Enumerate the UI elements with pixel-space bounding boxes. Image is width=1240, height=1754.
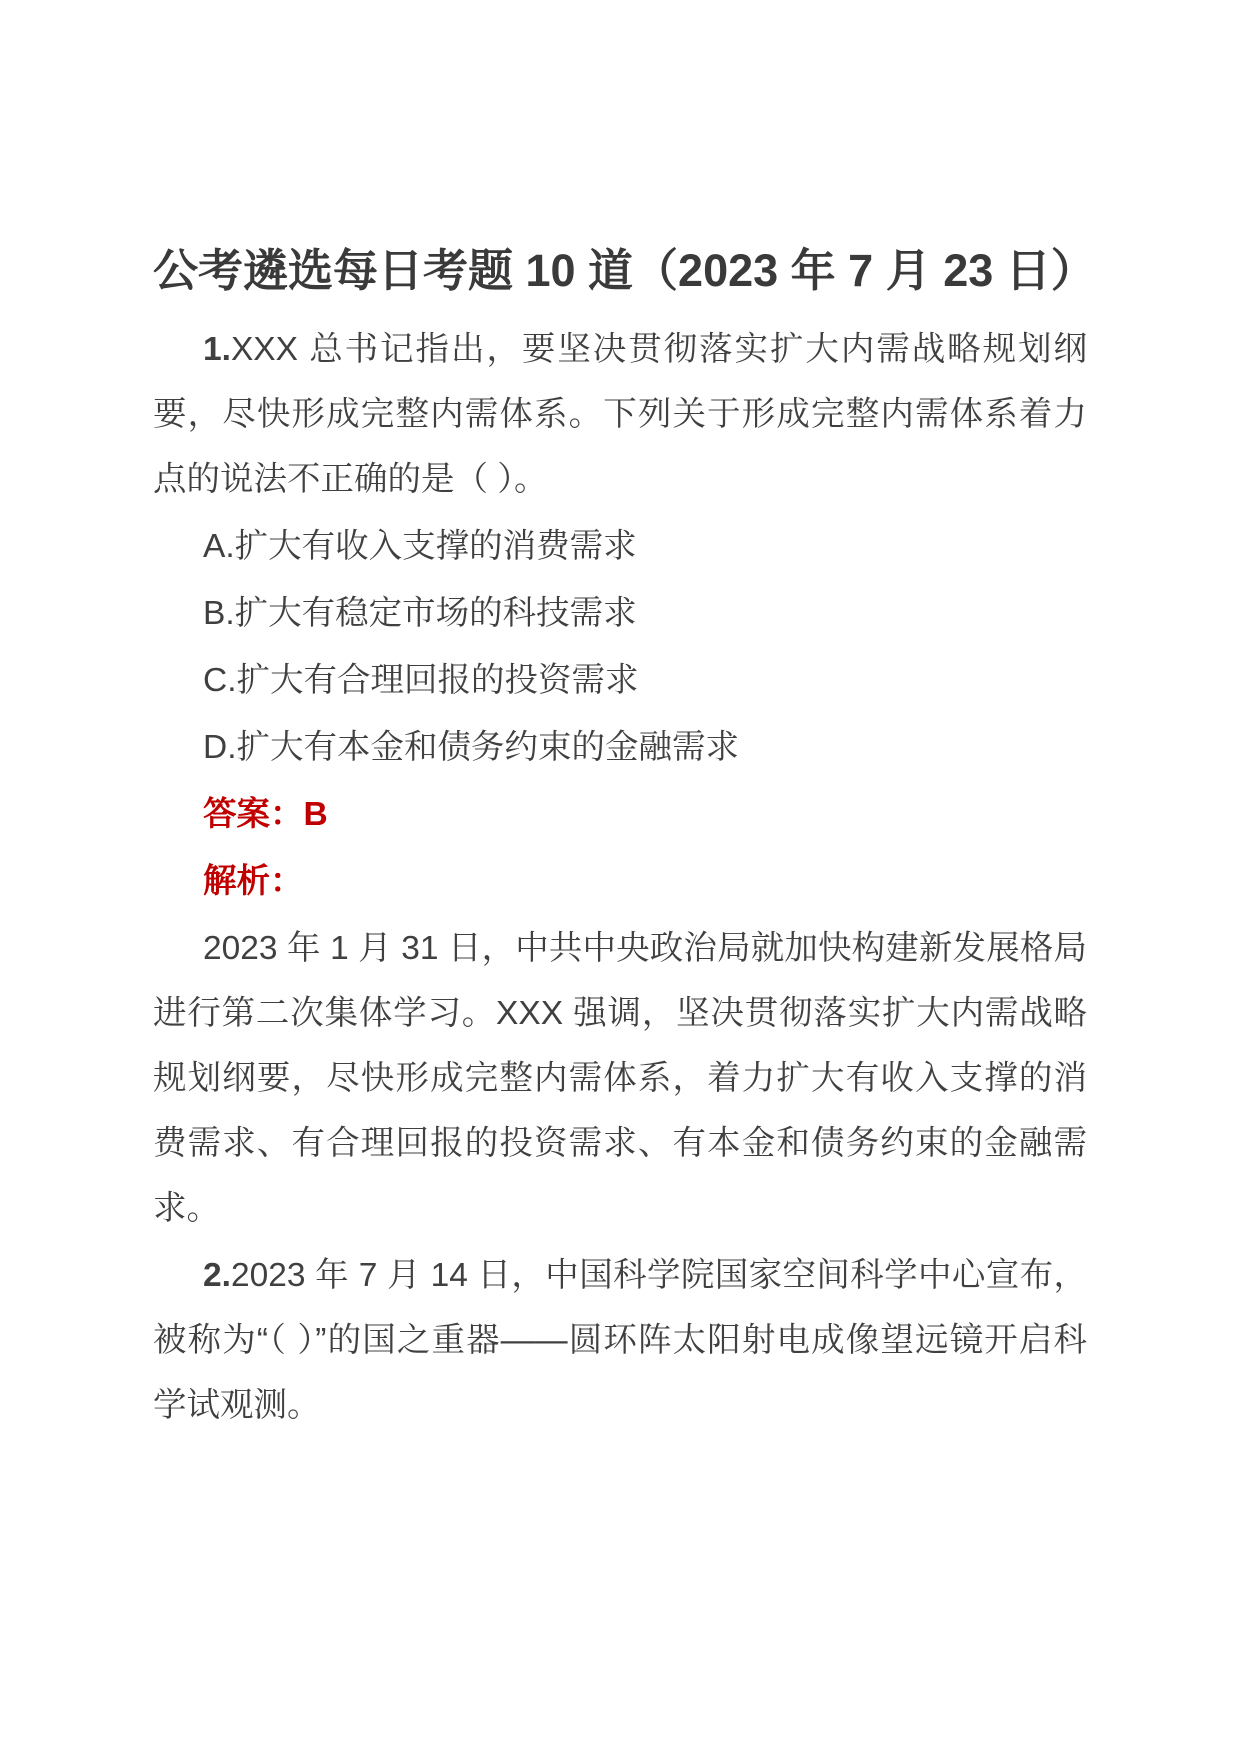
question-text: 2023 年 7 月 14 日，中国科学院国家空间科学中心宣布，被称为“（ ）”的国之重器——圆环阵太阳射电成像望远镜开启科学试观测。 [153, 1257, 1087, 1424]
document-title: 公考遴选每日考题 10 道（2023 年 7 月 23 日） [153, 245, 1096, 296]
question-stem [153, 1243, 1087, 1438]
option-d: D.扩大有本金和债务约束的金融需求 [203, 729, 739, 766]
option-c: C.扩大有合理回报的投资需求 [203, 662, 639, 699]
answer-value: B [303, 796, 328, 833]
question-number: 1. [203, 331, 231, 368]
question-stem [153, 317, 1087, 512]
question-number: 2. [203, 1257, 231, 1294]
question-2 [153, 1243, 1087, 1438]
option-a: A.扩大有收入支撑的消费需求 [203, 528, 637, 565]
analysis-text: 2023 年 1 月 31 日，中共中央政治局就加快构建新发展格局进行第二次集体学习。XXX 强调，坚决贯彻落实扩大内需战略规划纲要，尽快形成完整内需体系，着力扩大有收入支撑的消费需求、有合理回报的投资需求、有本金和债务约束的金融需求。 [153, 930, 1087, 1227]
question-1 [153, 317, 1087, 1241]
question-text: XXX 总书记指出，要坚决贯彻落实扩大内需战略规划纲要，尽快形成完整内需体系。下列关于形成完整内需体系着力点的说法不正确的是（ ）。 [153, 331, 1087, 498]
answer-line [153, 782, 1087, 847]
analysis-label: 解析： [203, 863, 304, 900]
answer-label: 答案： [203, 796, 304, 833]
option-b: B.扩大有稳定市场的科技需求 [203, 595, 637, 632]
